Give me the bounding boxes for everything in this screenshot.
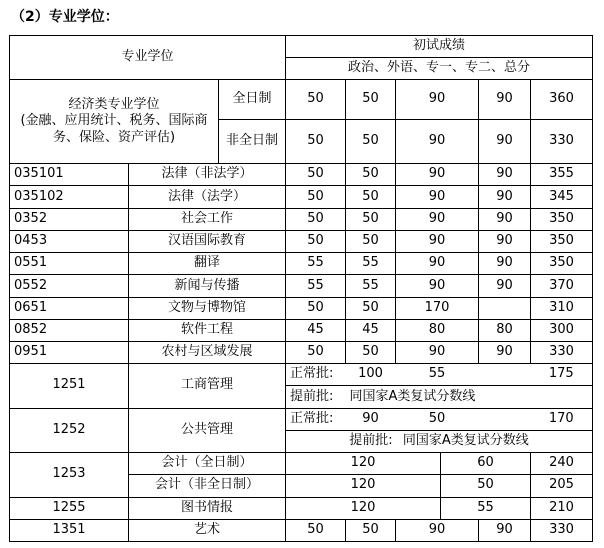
score-cell: 90 [396,519,479,541]
score-cell: 170 [396,297,479,319]
major-cell: 艺术 [129,519,286,541]
code-cell: 0951 [10,342,129,364]
batch-label: 提前批: [349,433,393,449]
economics-cell [10,80,219,164]
major-cell: 图书情报 [129,497,286,519]
score-cell: 90 [396,164,479,186]
code-cell: 0852 [10,319,129,341]
score-cell: 45 [286,319,346,341]
score-cell: 90 [479,275,531,297]
code-cell: 0651 [10,297,129,319]
score-cell: 120 [286,453,441,475]
major-cell: 法律（非法学） [129,164,286,186]
score-cell: 50 [441,475,531,497]
batch-label: 正常批: [286,408,346,430]
score-cell: 50 [286,164,346,186]
major-cell: 软件工程 [129,319,286,341]
score-cell: 90 [479,253,531,275]
score-cell: 50 [346,297,396,319]
score-cell: 90 [396,186,479,208]
score-cell: 55 [286,253,346,275]
header-subjects: 政治、外语、专一、专二、总分 [286,58,593,80]
score-cell: 170 [531,408,593,430]
score-cell: 80 [396,319,479,341]
code-cell: 1253 [10,453,129,497]
major-cell: 公共管理 [129,408,286,452]
score-cell: 50 [346,342,396,364]
score-cell [479,408,531,430]
score-table [9,35,593,542]
score-cell: 90 [479,80,531,119]
score-cell: 330 [531,119,593,163]
major-cell: 社会工作 [129,208,286,230]
code-cell: 0551 [10,253,129,275]
score-cell: 55 [346,253,396,275]
score-cell: 90 [479,186,531,208]
code-cell: 035101 [10,164,129,186]
early-batch-cell [286,430,593,452]
score-cell: 55 [441,497,531,519]
score-cell: 90 [396,119,479,163]
score-cell: 50 [286,297,346,319]
code-cell: 1255 [10,497,129,519]
code-cell: 1252 [10,408,129,452]
score-cell: 55 [346,275,396,297]
score-cell: 90 [396,80,479,119]
section-title: （2）专业学位： [11,9,119,25]
score-cell: 55 [286,275,346,297]
code-cell: 0352 [10,208,129,230]
code-cell: 0552 [10,275,129,297]
score-cell: 175 [531,364,593,386]
major-cell: 工商管理 [129,364,286,408]
score-cell: 90 [479,342,531,364]
score-cell: 90 [479,519,531,541]
score-cell: 90 [396,230,479,252]
score-cell: 50 [346,208,396,230]
score-cell: 50 [286,119,346,163]
score-cell: 80 [479,319,531,341]
early-batch-note: 同国家A类复试分数线 [402,433,529,449]
score-cell: 60 [441,453,531,475]
score-cell: 90 [396,253,479,275]
score-cell: 50 [286,342,346,364]
score-cell: 90 [346,408,396,430]
major-cell: 翻译 [129,253,286,275]
code-cell: 1251 [10,364,129,408]
header-category: 专业学位 [10,36,286,80]
score-cell: 330 [531,342,593,364]
code-cell: 1351 [10,519,129,541]
major-cell: 汉语国际教育 [129,230,286,252]
batch-label: 提前批: [286,386,346,408]
score-cell: 350 [531,253,593,275]
economics-name: 经济类专业学位 [68,96,160,112]
score-cell: 345 [531,186,593,208]
score-cell: 50 [346,119,396,163]
score-cell: 120 [286,497,441,519]
score-cell: 360 [531,80,593,119]
score-cell: 310 [531,297,593,319]
score-cell: 90 [479,230,531,252]
score-cell: 240 [531,453,593,475]
score-cell: 90 [479,164,531,186]
score-cell: 50 [286,208,346,230]
score-cell: 50 [346,186,396,208]
score-cell: 90 [396,208,479,230]
code-cell: 035102 [10,186,129,208]
score-cell: 205 [531,475,593,497]
score-cell: 210 [531,497,593,519]
score-cell: 350 [531,208,593,230]
score-cell: 100 [346,364,396,386]
score-cell [479,297,531,319]
early-batch-note: 同国家A类复试分数线 [346,386,593,408]
score-cell: 50 [286,230,346,252]
score-cell [479,364,531,386]
score-cell: 90 [396,342,479,364]
mode-cell: 非全日制 [219,119,286,163]
economics-detail: (金融、应用统计、税务、国际商务、保险、资产评估) [20,113,208,146]
score-cell: 355 [531,164,593,186]
score-cell: 300 [531,319,593,341]
mode-cell: 全日制 [219,80,286,119]
score-cell: 90 [479,208,531,230]
score-cell: 50 [286,80,346,119]
major-cell: 会计（非全日制） [129,475,286,497]
major-cell: 新闻与传播 [129,275,286,297]
score-cell: 330 [531,519,593,541]
score-cell: 90 [479,119,531,163]
score-cell: 350 [531,230,593,252]
score-cell: 50 [346,164,396,186]
score-cell: 50 [346,519,396,541]
score-cell: 90 [396,275,479,297]
score-cell: 45 [346,319,396,341]
major-cell: 会计（全日制） [129,453,286,475]
score-cell: 50 [346,230,396,252]
score-cell: 50 [346,80,396,119]
score-cell: 50 [396,408,479,430]
header-scores: 初试成绩 [286,36,593,58]
major-cell: 农村与区域发展 [129,342,286,364]
major-cell: 法律（法学） [129,186,286,208]
score-cell: 120 [286,475,441,497]
batch-label: 正常批: [286,364,346,386]
score-cell: 55 [396,364,479,386]
code-cell: 0453 [10,230,129,252]
score-cell: 50 [286,186,346,208]
score-cell: 50 [286,519,346,541]
score-cell: 370 [531,275,593,297]
major-cell: 文物与博物馆 [129,297,286,319]
